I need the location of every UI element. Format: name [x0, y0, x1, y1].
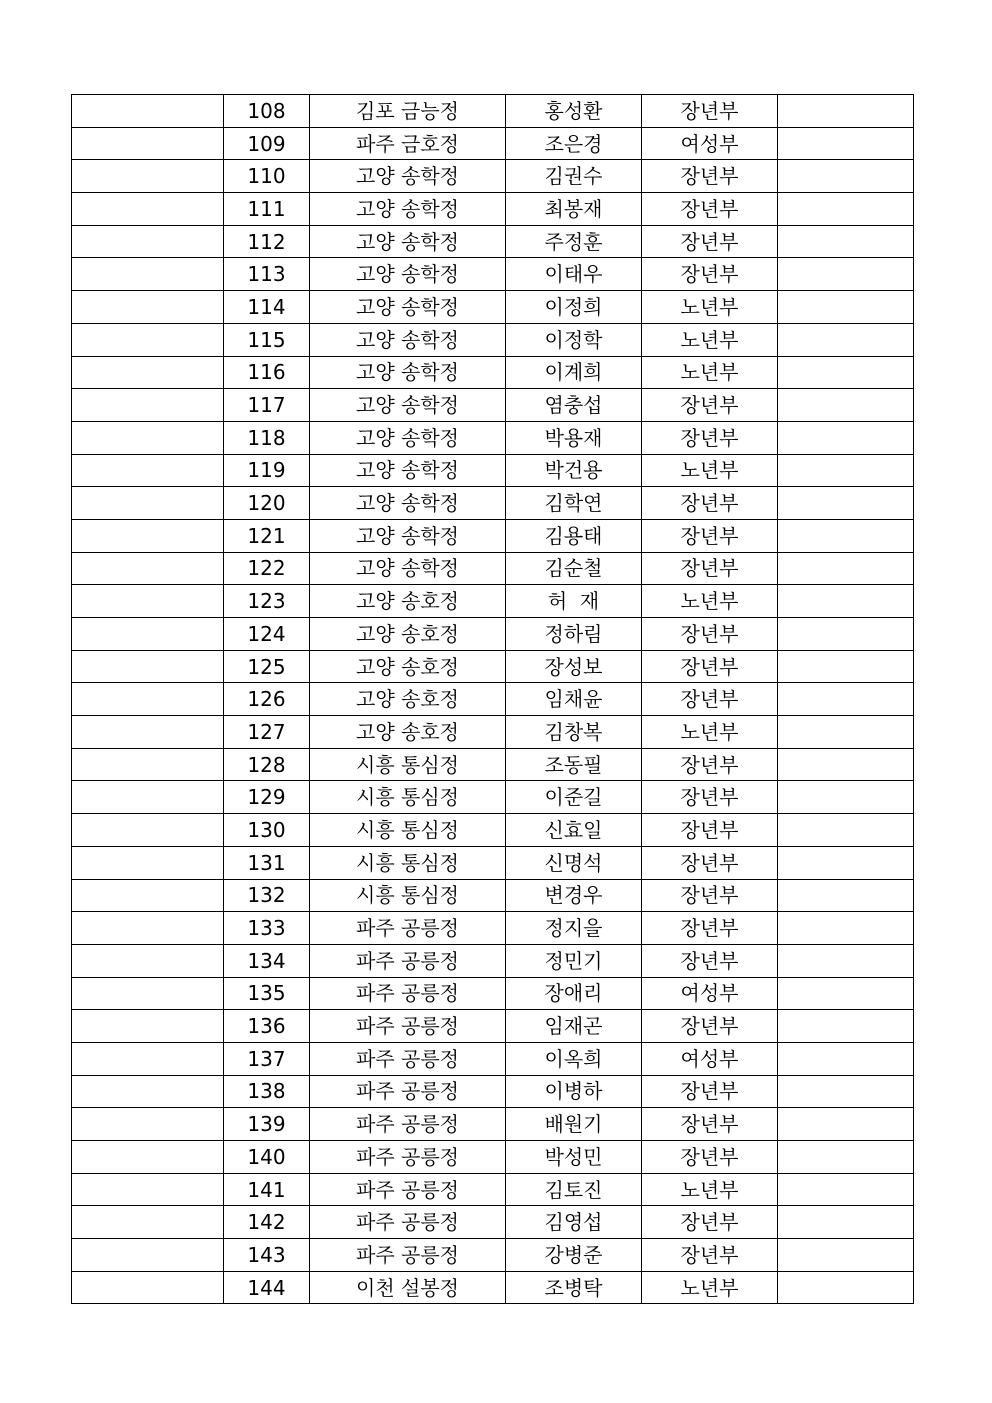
row-number-cell: 138 [224, 1075, 310, 1108]
name-cell: 박성민 [506, 1141, 642, 1174]
table-row [72, 454, 914, 487]
name-cell: 이계희 [506, 356, 642, 389]
table-row [72, 1239, 914, 1272]
club-cell: 고양 송호정 [310, 716, 506, 749]
division-cell: 장년부 [642, 944, 778, 977]
name-cell: 장성보 [506, 650, 642, 683]
division-cell: 장년부 [642, 1206, 778, 1239]
blank-cell-left [72, 1075, 224, 1108]
blank-cell-right [778, 585, 914, 618]
table-row [72, 160, 914, 193]
table-row [72, 323, 914, 356]
club-cell: 고양 송학정 [310, 487, 506, 520]
table-row [72, 389, 914, 422]
club-cell: 파주 공릉정 [310, 977, 506, 1010]
name-cell: 김창복 [506, 716, 642, 749]
club-cell: 고양 송학정 [310, 389, 506, 422]
club-cell: 고양 송호정 [310, 683, 506, 716]
club-cell: 고양 송학정 [310, 291, 506, 324]
blank-cell-right [778, 1075, 914, 1108]
name-cell: 신명석 [506, 846, 642, 879]
division-cell: 장년부 [642, 421, 778, 454]
division-cell: 노년부 [642, 1173, 778, 1206]
name-cell: 조동필 [506, 748, 642, 781]
club-cell: 고양 송학정 [310, 323, 506, 356]
name-cell: 김용태 [506, 519, 642, 552]
name-cell: 강병준 [506, 1239, 642, 1272]
name-cell: 변경우 [506, 879, 642, 912]
row-number-cell: 122 [224, 552, 310, 585]
row-number-cell: 114 [224, 291, 310, 324]
blank-cell-left [72, 519, 224, 552]
blank-cell-right [778, 1271, 914, 1304]
club-cell: 파주 공릉정 [310, 1206, 506, 1239]
table-row [72, 683, 914, 716]
row-number-cell: 140 [224, 1141, 310, 1174]
table-row [72, 225, 914, 258]
division-cell: 장년부 [642, 879, 778, 912]
blank-cell-right [778, 552, 914, 585]
club-cell: 파주 공릉정 [310, 912, 506, 945]
row-number-cell: 123 [224, 585, 310, 618]
blank-cell-left [72, 160, 224, 193]
name-cell: 조병탁 [506, 1271, 642, 1304]
row-number-cell: 108 [224, 95, 310, 128]
club-cell: 김포 금능정 [310, 95, 506, 128]
row-number-cell: 143 [224, 1239, 310, 1272]
row-number-cell: 132 [224, 879, 310, 912]
row-number-cell: 142 [224, 1206, 310, 1239]
blank-cell-left [72, 552, 224, 585]
club-cell: 고양 송학정 [310, 519, 506, 552]
blank-cell-right [778, 487, 914, 520]
row-number-cell: 116 [224, 356, 310, 389]
blank-cell-right [778, 323, 914, 356]
club-cell: 파주 공릉정 [310, 1042, 506, 1075]
blank-cell-right [778, 291, 914, 324]
row-number-cell: 125 [224, 650, 310, 683]
name-cell: 김영섭 [506, 1206, 642, 1239]
row-number-cell: 110 [224, 160, 310, 193]
row-number-cell: 136 [224, 1010, 310, 1043]
name-cell: 김순철 [506, 552, 642, 585]
blank-cell-right [778, 846, 914, 879]
club-cell: 고양 송학정 [310, 193, 506, 226]
blank-cell-left [72, 846, 224, 879]
row-number-cell: 133 [224, 912, 310, 945]
blank-cell-left [72, 1271, 224, 1304]
table-row [72, 487, 914, 520]
division-cell: 여성부 [642, 1042, 778, 1075]
club-cell: 고양 송학정 [310, 356, 506, 389]
blank-cell-left [72, 618, 224, 651]
blank-cell-right [778, 716, 914, 749]
blank-cell-left [72, 879, 224, 912]
division-cell: 노년부 [642, 716, 778, 749]
division-cell: 노년부 [642, 323, 778, 356]
club-cell: 고양 송학정 [310, 454, 506, 487]
division-cell: 장년부 [642, 193, 778, 226]
division-cell: 노년부 [642, 356, 778, 389]
blank-cell-left [72, 944, 224, 977]
division-cell: 장년부 [642, 389, 778, 422]
name-cell: 이옥희 [506, 1042, 642, 1075]
name-cell: 정하림 [506, 618, 642, 651]
row-number-cell: 118 [224, 421, 310, 454]
row-number-cell: 115 [224, 323, 310, 356]
blank-cell-right [778, 389, 914, 422]
name-cell: 홍성환 [506, 95, 642, 128]
row-number-cell: 144 [224, 1271, 310, 1304]
blank-cell-left [72, 716, 224, 749]
row-number-cell: 137 [224, 1042, 310, 1075]
blank-cell-right [778, 781, 914, 814]
name-cell: 조은경 [506, 127, 642, 160]
blank-cell-right [778, 748, 914, 781]
blank-cell-right [778, 650, 914, 683]
club-cell: 시흥 통심정 [310, 879, 506, 912]
table-row [72, 291, 914, 324]
club-cell: 고양 송학정 [310, 552, 506, 585]
name-cell: 임채윤 [506, 683, 642, 716]
table-row [72, 716, 914, 749]
club-cell: 시흥 통심정 [310, 748, 506, 781]
blank-cell-right [778, 95, 914, 128]
row-number-cell: 139 [224, 1108, 310, 1141]
table-row [72, 814, 914, 847]
name-cell: 정민기 [506, 944, 642, 977]
row-number-cell: 121 [224, 519, 310, 552]
row-number-cell: 129 [224, 781, 310, 814]
blank-cell-left [72, 225, 224, 258]
blank-cell-right [778, 1239, 914, 1272]
blank-cell-left [72, 1010, 224, 1043]
division-cell: 장년부 [642, 1075, 778, 1108]
club-cell: 파주 공릉정 [310, 944, 506, 977]
blank-cell-left [72, 585, 224, 618]
table-row [72, 846, 914, 879]
row-number-cell: 131 [224, 846, 310, 879]
table-row [72, 1042, 914, 1075]
blank-cell-right [778, 1010, 914, 1043]
name-cell: 이정학 [506, 323, 642, 356]
blank-cell-right [778, 1108, 914, 1141]
name-cell: 신효일 [506, 814, 642, 847]
division-cell: 장년부 [642, 258, 778, 291]
table-row [72, 1075, 914, 1108]
table-row [72, 781, 914, 814]
club-cell: 고양 송학정 [310, 160, 506, 193]
club-cell: 파주 금호정 [310, 127, 506, 160]
blank-cell-right [778, 879, 914, 912]
table-row [72, 519, 914, 552]
division-cell: 노년부 [642, 291, 778, 324]
blank-cell-left [72, 95, 224, 128]
blank-cell-left [72, 1173, 224, 1206]
table-row [72, 585, 914, 618]
club-cell: 파주 공릉정 [310, 1075, 506, 1108]
row-number-cell: 141 [224, 1173, 310, 1206]
division-cell: 장년부 [642, 1141, 778, 1174]
division-cell: 장년부 [642, 1010, 778, 1043]
blank-cell-right [778, 225, 914, 258]
blank-cell-right [778, 814, 914, 847]
division-cell: 장년부 [642, 225, 778, 258]
blank-cell-right [778, 258, 914, 291]
blank-cell-left [72, 421, 224, 454]
table-row [72, 127, 914, 160]
division-cell: 노년부 [642, 585, 778, 618]
row-number-cell: 109 [224, 127, 310, 160]
name-cell: 박용재 [506, 421, 642, 454]
name-cell: 김권수 [506, 160, 642, 193]
blank-cell-right [778, 127, 914, 160]
name-cell: 이병하 [506, 1075, 642, 1108]
table-row [72, 1271, 914, 1304]
blank-cell-right [778, 160, 914, 193]
table-row [72, 1206, 914, 1239]
division-cell: 장년부 [642, 519, 778, 552]
row-number-cell: 134 [224, 944, 310, 977]
name-cell: 장애리 [506, 977, 642, 1010]
blank-cell-left [72, 389, 224, 422]
club-cell: 파주 공릉정 [310, 1010, 506, 1043]
club-cell: 시흥 통심정 [310, 814, 506, 847]
table-row [72, 879, 914, 912]
row-number-cell: 117 [224, 389, 310, 422]
club-cell: 시흥 통심정 [310, 781, 506, 814]
blank-cell-right [778, 421, 914, 454]
division-cell: 여성부 [642, 977, 778, 1010]
table-row [72, 95, 914, 128]
club-cell: 고양 송학정 [310, 421, 506, 454]
row-number-cell: 113 [224, 258, 310, 291]
blank-cell-left [72, 1141, 224, 1174]
blank-cell-left [72, 487, 224, 520]
club-cell: 고양 송호정 [310, 585, 506, 618]
club-cell: 파주 공릉정 [310, 1239, 506, 1272]
blank-cell-right [778, 193, 914, 226]
name-cell: 김학연 [506, 487, 642, 520]
row-number-cell: 127 [224, 716, 310, 749]
club-cell: 이천 설봉정 [310, 1271, 506, 1304]
club-cell: 고양 송호정 [310, 650, 506, 683]
blank-cell-right [778, 1173, 914, 1206]
name-cell: 허 재 [506, 585, 642, 618]
row-number-cell: 124 [224, 618, 310, 651]
club-cell: 파주 공릉정 [310, 1108, 506, 1141]
row-number-cell: 128 [224, 748, 310, 781]
roster-body [72, 95, 914, 1304]
blank-cell-right [778, 618, 914, 651]
table-row [72, 912, 914, 945]
blank-cell-left [72, 454, 224, 487]
row-number-cell: 120 [224, 487, 310, 520]
table-row [72, 944, 914, 977]
blank-cell-right [778, 519, 914, 552]
table-row [72, 748, 914, 781]
club-cell: 고양 송호정 [310, 618, 506, 651]
blank-cell-left [72, 291, 224, 324]
division-cell: 노년부 [642, 454, 778, 487]
blank-cell-left [72, 748, 224, 781]
division-cell: 장년부 [642, 781, 778, 814]
name-cell: 김토진 [506, 1173, 642, 1206]
table-row [72, 1141, 914, 1174]
name-cell: 배원기 [506, 1108, 642, 1141]
club-cell: 고양 송학정 [310, 225, 506, 258]
blank-cell-left [72, 127, 224, 160]
blank-cell-right [778, 356, 914, 389]
name-cell: 염충섭 [506, 389, 642, 422]
blank-cell-left [72, 912, 224, 945]
club-cell: 시흥 통심정 [310, 846, 506, 879]
name-cell: 이준길 [506, 781, 642, 814]
name-cell: 최봉재 [506, 193, 642, 226]
table-row [72, 1010, 914, 1043]
blank-cell-left [72, 1206, 224, 1239]
row-number-cell: 135 [224, 977, 310, 1010]
blank-cell-right [778, 977, 914, 1010]
blank-cell-right [778, 912, 914, 945]
division-cell: 노년부 [642, 1271, 778, 1304]
row-number-cell: 130 [224, 814, 310, 847]
division-cell: 장년부 [642, 160, 778, 193]
table-row [72, 650, 914, 683]
name-cell: 이태우 [506, 258, 642, 291]
division-cell: 장년부 [642, 683, 778, 716]
table-row [72, 421, 914, 454]
table-row [72, 1108, 914, 1141]
blank-cell-right [778, 944, 914, 977]
blank-cell-right [778, 454, 914, 487]
table-row [72, 618, 914, 651]
blank-cell-left [72, 258, 224, 291]
division-cell: 장년부 [642, 552, 778, 585]
division-cell: 장년부 [642, 650, 778, 683]
name-cell: 박건용 [506, 454, 642, 487]
row-number-cell: 126 [224, 683, 310, 716]
name-cell: 이정희 [506, 291, 642, 324]
blank-cell-left [72, 650, 224, 683]
row-number-cell: 112 [224, 225, 310, 258]
blank-cell-right [778, 1206, 914, 1239]
blank-cell-right [778, 1141, 914, 1174]
row-number-cell: 119 [224, 454, 310, 487]
division-cell: 장년부 [642, 912, 778, 945]
blank-cell-right [778, 1042, 914, 1075]
name-cell: 임재곤 [506, 1010, 642, 1043]
blank-cell-left [72, 1108, 224, 1141]
roster-table [71, 94, 914, 1304]
blank-cell-left [72, 781, 224, 814]
name-cell: 정지을 [506, 912, 642, 945]
division-cell: 장년부 [642, 1108, 778, 1141]
table-row [72, 193, 914, 226]
club-cell: 고양 송학정 [310, 258, 506, 291]
club-cell: 파주 공릉정 [310, 1173, 506, 1206]
blank-cell-right [778, 683, 914, 716]
division-cell: 장년부 [642, 846, 778, 879]
blank-cell-left [72, 683, 224, 716]
division-cell: 장년부 [642, 487, 778, 520]
name-cell: 주정훈 [506, 225, 642, 258]
blank-cell-left [72, 1239, 224, 1272]
row-number-cell: 111 [224, 193, 310, 226]
table-row [72, 977, 914, 1010]
division-cell: 장년부 [642, 748, 778, 781]
division-cell: 장년부 [642, 814, 778, 847]
blank-cell-left [72, 356, 224, 389]
division-cell: 여성부 [642, 127, 778, 160]
table-row [72, 258, 914, 291]
division-cell: 장년부 [642, 95, 778, 128]
blank-cell-left [72, 193, 224, 226]
blank-cell-left [72, 814, 224, 847]
blank-cell-left [72, 977, 224, 1010]
table-row [72, 356, 914, 389]
division-cell: 장년부 [642, 1239, 778, 1272]
table-row [72, 552, 914, 585]
division-cell: 장년부 [642, 618, 778, 651]
table-row [72, 1173, 914, 1206]
club-cell: 파주 공릉정 [310, 1141, 506, 1174]
blank-cell-left [72, 323, 224, 356]
blank-cell-left [72, 1042, 224, 1075]
